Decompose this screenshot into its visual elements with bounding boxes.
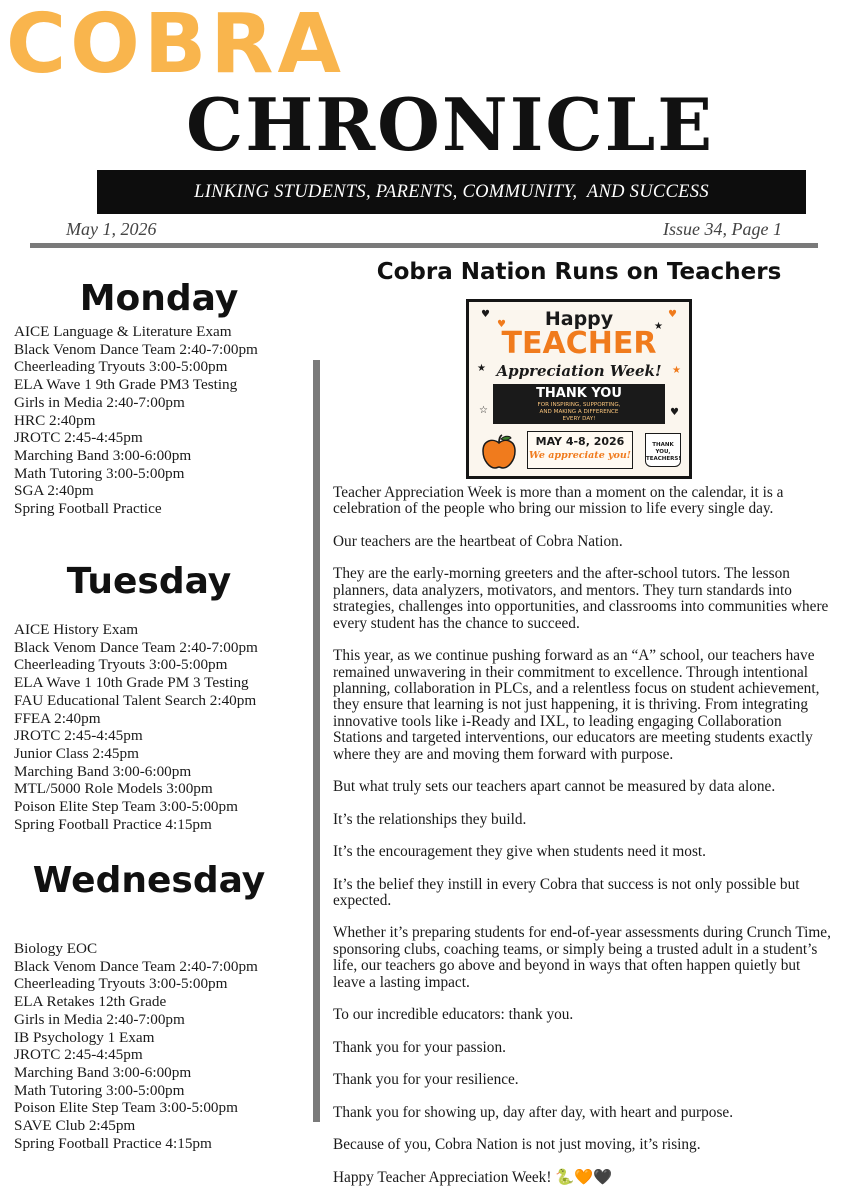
list-item: IB Psychology 1 Exam [14, 1028, 155, 1046]
list-item: FFEA 2:40pm [14, 709, 101, 727]
wednesday-heading-wrap [4, 861, 294, 901]
list-item: Spring Football Practice 4:15pm [14, 1134, 212, 1152]
article-paragraph: It’s the belief they instill in every Cobra that success is not only possible but expected. [333, 875, 800, 909]
poster-thank-line2: AND MAKING A DIFFERENCE [539, 409, 619, 415]
apple-icon [479, 434, 519, 470]
list-item: MTL/5000 Role Models 3:00pm [14, 780, 213, 798]
tagline-text: LINKING STUDENTS, PARENTS, COMMUNITY, AND SUCCESS [194, 181, 709, 202]
list-item: Marching Band 3:00-6:00pm [14, 1063, 192, 1081]
poster-thank-line1: FOR INSPIRING, SUPPORTING, [537, 402, 621, 408]
monday-heading-wrap [14, 279, 304, 319]
list-item: Marching Band 3:00-6:00pm [14, 762, 192, 780]
wednesday-list [14, 940, 304, 1152]
list-item: Poison Elite Step Team 3:00-5:00pm [14, 1099, 238, 1117]
issue-date: May 1, 2026 [66, 219, 157, 239]
tagline-bar [97, 170, 806, 214]
monday-list [14, 323, 304, 518]
list-item: ELA Wave 1 10th Grade PM 3 Testing [14, 674, 249, 692]
heart-icon: ♥ [497, 319, 506, 330]
article-paragraph: Whether it’s preparing students for end-of-year assessments during Crunch Time, sponsoring clubs, coaching teams, or simply being a trusted adult in a student’s life, our teachers go above and beyond in ways that often happen quietly but leave a lasting impact. [333, 924, 831, 991]
article-body [333, 485, 833, 1202]
list-item: Black Venom Dance Team 2:40-7:00pm [14, 957, 258, 975]
list-item: SGA 2:40pm [14, 482, 94, 500]
article-paragraph: It’s the encouragement they give when students need it most. [333, 843, 706, 861]
list-item: Black Venom Dance Team 2:40-7:00pm [14, 340, 258, 358]
masthead-chronicle: CHRONICLE [186, 82, 715, 167]
article-paragraph: Happy Teacher Appreciation Week! 🐍🧡🖤 [333, 1168, 613, 1186]
article-paragraph: Our teachers are the heartbeat of Cobra Nation. [333, 532, 623, 550]
star-icon: ★ [654, 321, 663, 332]
horizontal-divider [30, 243, 818, 248]
list-item: Black Venom Dance Team 2:40-7:00pm [14, 638, 258, 656]
list-item: AICE Language & Literature Exam [14, 323, 232, 340]
article-paragraph: This year, as we continue pushing forward as an “A” school, our teachers have remained unwavering in their commitment to excellence. Through intentional planning, collaboration in PLCs, and a relentless focus on student achievement, they ensure that learning is not just happening, it is thriving. From integrating innovative tools like i-Ready and IXL, to leading engaging Collaboration Stations and targeted interventions, our educators are meeting students exactly where they are and moving them forward with purpose. [333, 647, 820, 763]
article-paragraph: Thank you for showing up, day after day, with heart and purpose. [333, 1103, 734, 1121]
star-icon: ★ [672, 365, 681, 376]
star-outline-icon: ☆ [479, 405, 488, 416]
article-paragraph: They are the early-morning greeters and the after-school tutors. The lesson planners, data analyzers, motivators, and mentors. They turn standards into strategies, challenges into opportunities, and classrooms into communities where every student has the chance to succeed. [333, 565, 829, 632]
article-paragraph: Because of you, Cobra Nation is not just moving, it’s rising. [333, 1136, 701, 1154]
list-item: Spring Football Practice 4:15pm [14, 815, 212, 833]
list-item: Cheerleading Tryouts 3:00-5:00pm [14, 358, 228, 376]
list-item: AICE History Exam [14, 621, 139, 638]
teacher-appreciation-poster [466, 299, 692, 479]
tuesday-list [14, 621, 304, 833]
list-item: Girls in Media 2:40-7:00pm [14, 393, 185, 411]
poster-happy: Happy [544, 308, 614, 330]
list-item: ELA Retakes 12th Grade [14, 993, 167, 1011]
mug-text-3: TEACHERS! [646, 456, 681, 462]
list-item: Poison Elite Step Team 3:00-5:00pm [14, 798, 238, 816]
article-headline: Cobra Nation Runs on Teachers [376, 259, 782, 285]
list-item: JROTC 2:45-4:45pm [14, 727, 143, 745]
heart-icon: ♥ [481, 309, 490, 320]
list-item: JROTC 2:45-4:45pm [14, 1046, 143, 1064]
mug-text-2: YOU, [655, 449, 671, 455]
list-item: Junior Class 2:45pm [14, 744, 139, 762]
poster-inner [469, 302, 689, 476]
tuesday-heading-wrap [4, 562, 294, 602]
list-item: ELA Wave 1 9th Grade PM3 Testing [14, 376, 238, 394]
list-item: JROTC 2:45-4:45pm [14, 429, 143, 447]
list-item: Cheerleading Tryouts 3:00-5:00pm [14, 975, 228, 993]
list-item: Cheerleading Tryouts 3:00-5:00pm [14, 656, 228, 674]
article-paragraph: Teacher Appreciation Week is more than a moment on the calendar, it is a celebration of the people who bring our mission to life every single day. [333, 484, 784, 518]
mug-text-1: THANK [652, 442, 674, 448]
poster-appreciation: Appreciation Week! [496, 362, 662, 380]
list-item: Biology EOC [14, 940, 98, 957]
list-item: Marching Band 3:00-6:00pm [14, 446, 192, 464]
heart-icon: ♥ [668, 309, 677, 320]
wednesday-heading: Wednesday [32, 860, 266, 901]
list-item: FAU Educational Talent Search 2:40pm [14, 691, 257, 709]
poster-thank-line3: EVERY DAY! [562, 416, 596, 422]
list-item: Math Tutoring 3:00-5:00pm [14, 464, 185, 482]
poster-date-box [527, 431, 633, 469]
article-paragraph: It’s the relationships they build. [333, 810, 527, 828]
issue-number: Issue 34, Page 1 [663, 219, 782, 239]
star-icon: ★ [477, 363, 486, 374]
list-item: Math Tutoring 3:00-5:00pm [14, 1081, 185, 1099]
poster-teacher: TEACHER [501, 326, 657, 361]
column-divider [313, 360, 320, 1122]
masthead-cobra: COBRA [6, 0, 345, 92]
article-paragraph: Thank you for your resilience. [333, 1071, 519, 1089]
article-paragraph: To our incredible educators: thank you. [333, 1006, 574, 1024]
tuesday-heading: Tuesday [66, 561, 232, 602]
poster-dates: MAY 4-8, 2026 [535, 435, 625, 448]
list-item: Girls in Media 2:40-7:00pm [14, 1010, 185, 1028]
list-item: HRC 2:40pm [14, 411, 96, 429]
monday-heading: Monday [79, 278, 239, 319]
article-paragraph: But what truly sets our teachers apart cannot be measured by data alone. [333, 778, 776, 796]
article-paragraph: Thank you for your passion. [333, 1038, 506, 1056]
list-item: Spring Football Practice [14, 500, 162, 518]
poster-thank-you: THANK YOU [536, 386, 622, 401]
poster-we-appreciate: We appreciate you! [529, 450, 631, 461]
poster-thank-banner [493, 384, 665, 424]
mug-icon [645, 433, 681, 467]
list-item: SAVE Club 2:45pm [14, 1117, 136, 1135]
heart-icon: ♥ [670, 407, 679, 418]
